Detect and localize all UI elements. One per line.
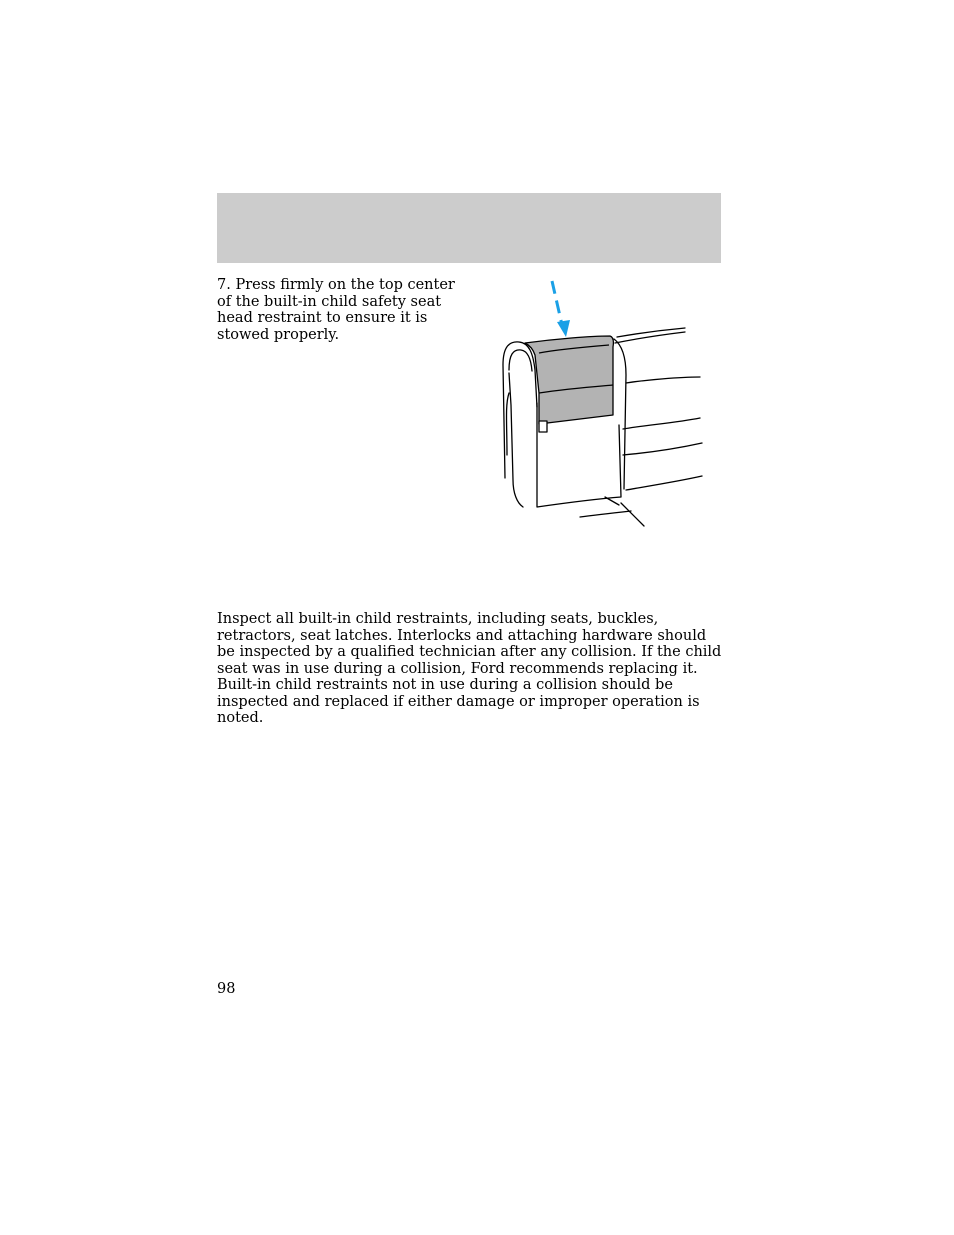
inspection-paragraph: Inspect all built-in child restraints, including seats, buckles, retractors, seat latches. Interlocks and attaching hardware should be inspected by a qualified technician after any collision. If the child seat was in use during a collision, Ford recommends replacing it. Built-in child restraints not in use during a collision should be inspected and replaced if either damage or improper operation is noted. [217, 611, 722, 726]
section-header-band [217, 193, 721, 263]
step-7-instruction: 7. Press firmly on the top center of the built-in child safety seat head restraint to ensure it is stowed properly. [217, 277, 455, 343]
seat-illustration [495, 275, 710, 535]
child-seat-head-restraint-icon [495, 275, 710, 535]
page-number: 98 [217, 981, 236, 997]
